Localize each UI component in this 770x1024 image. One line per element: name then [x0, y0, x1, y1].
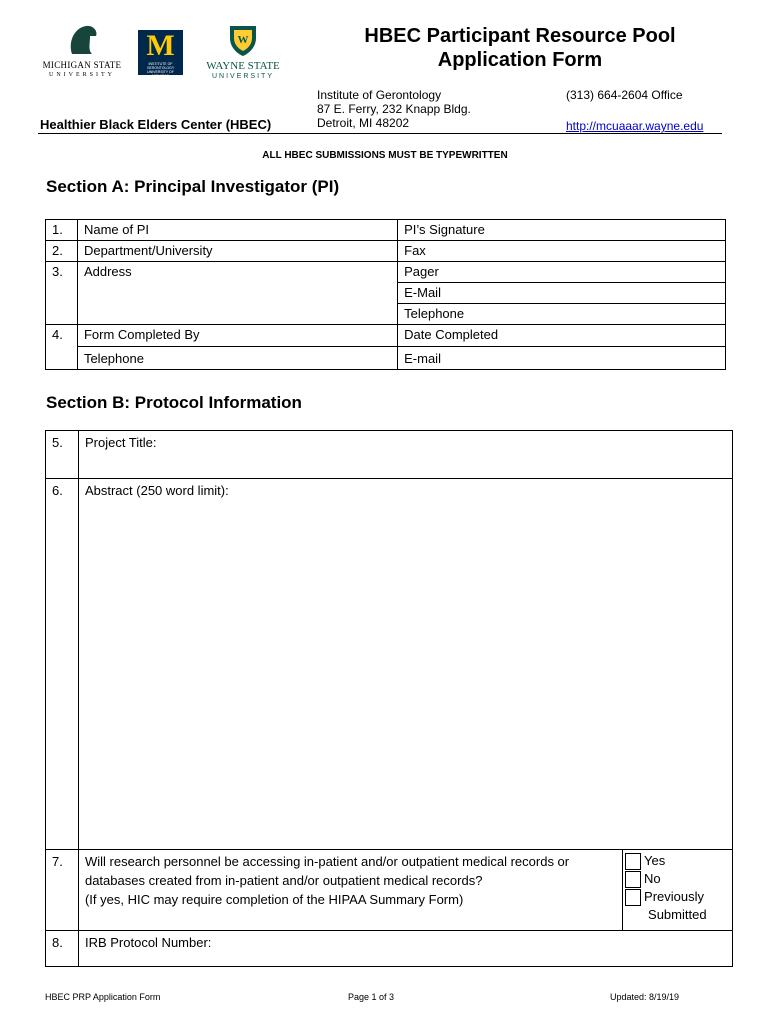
question-line-2: databases created from in-patient and/or outpatient medical records? — [84, 873, 483, 888]
checkbox-previously-submitted[interactable] — [625, 889, 641, 906]
section-b-heading: Section B: Protocol Information — [46, 393, 302, 412]
question-line-3: (If yes, HIC may require completion of the HIPAA Summary Form) — [84, 892, 464, 907]
completer-email-field[interactable]: E-mail — [398, 347, 726, 370]
msu-logo — [38, 22, 126, 82]
title-line-2: Application Form — [437, 49, 603, 71]
table-row — [46, 850, 733, 931]
fax-field[interactable]: Fax — [398, 241, 726, 262]
footer-form-name: HBEC PRP Application Form — [45, 992, 161, 1002]
option-no-label: No — [644, 871, 661, 887]
address-line-2: 87 E. Ferry, 232 Knapp Bldg. — [317, 102, 471, 116]
table-row — [46, 262, 726, 283]
option-yes[interactable] — [625, 852, 730, 870]
org-name: Healthier Black Elders Center (HBEC) — [40, 117, 272, 132]
pager-field[interactable]: Pager — [398, 262, 726, 283]
row-number: 6. — [46, 479, 79, 850]
telephone-field[interactable]: Telephone — [398, 304, 726, 325]
email-field[interactable]: E-Mail — [398, 283, 726, 304]
medical-records-question — [78, 850, 622, 931]
section-b-table — [45, 430, 733, 967]
spartan-helmet-icon — [38, 22, 126, 58]
date-completed-field[interactable]: Date Completed — [398, 325, 726, 347]
section-a-table — [45, 219, 726, 370]
table-row — [46, 431, 733, 479]
row-number: 3. — [46, 262, 78, 325]
website-link[interactable]: http://mcuaaar.wayne.edu — [566, 119, 704, 133]
checkbox-yes[interactable] — [625, 853, 641, 870]
abstract-field[interactable]: Abstract (250 word limit): — [78, 479, 732, 850]
footer-updated-date: Updated: 8/19/19 — [610, 992, 680, 1002]
option-previously-label: Previously — [644, 889, 704, 905]
msu-wordmark: MICHIGAN STATE — [42, 60, 122, 70]
row-number: 1. — [46, 220, 78, 241]
row-number: 7. — [46, 850, 79, 931]
footer-page-number: Page 1 of 3 — [348, 992, 395, 1002]
table-row — [46, 325, 726, 347]
row-number: 2. — [46, 241, 78, 262]
row-number: 8. — [46, 931, 79, 967]
address-line-3: Detroit, MI 48202 — [317, 116, 410, 130]
phone: (313) 664-2604 Office — [566, 88, 683, 102]
title-line-1: HBEC Participant Resource Pool — [364, 25, 676, 47]
um-logo — [138, 29, 183, 78]
department-field[interactable]: Department/University — [77, 241, 397, 262]
question-line-1: Will research personnel be accessing in-patient and/or outpatient medical records or — [84, 854, 570, 869]
form-title — [330, 24, 710, 72]
wsu-shield-icon — [198, 24, 288, 58]
project-title-field[interactable]: Project Title: — [78, 431, 732, 479]
msu-subtitle: UNIVERSITY — [49, 72, 115, 78]
table-row — [46, 347, 726, 370]
option-yes-label: Yes — [644, 853, 666, 868]
option-submitted-label: Submitted — [648, 907, 707, 923]
checkbox-no[interactable] — [625, 871, 641, 888]
option-previously-submitted[interactable] — [625, 888, 730, 906]
wsu-logo — [198, 24, 288, 82]
pi-name-field[interactable]: Name of PI — [77, 220, 397, 241]
wsu-subtitle: UNIVERSITY — [211, 73, 274, 80]
option-no[interactable] — [625, 870, 730, 888]
address-block — [317, 88, 471, 130]
table-row — [46, 241, 726, 262]
section-a-heading: Section A: Principal Investigator (PI) — [46, 177, 340, 196]
address-field[interactable]: Address — [77, 262, 397, 325]
um-block-m: M — [146, 29, 175, 62]
table-row — [46, 220, 726, 241]
wsu-wordmark: WAYNE STATE — [206, 60, 280, 72]
pi-signature-field[interactable]: PI’s Signature — [398, 220, 726, 241]
address-line-1: Institute of Gerontology — [317, 88, 442, 102]
row-number: 5. — [46, 431, 79, 479]
table-row — [46, 479, 733, 850]
completed-by-field[interactable]: Form Completed By — [77, 325, 397, 347]
completer-telephone-field[interactable]: Telephone — [77, 347, 397, 370]
um-caption: INSTITUTE OF GERONTOLOGY UNIVERSITY OF MICHIGAN — [146, 62, 175, 78]
header-divider — [38, 133, 722, 134]
row-number: 4. — [46, 325, 78, 370]
table-row — [46, 931, 733, 967]
typewritten-notice: ALL HBEC SUBMISSIONS MUST BE TYPEWRITTEN — [262, 150, 508, 161]
medical-records-options — [623, 850, 733, 931]
irb-protocol-field[interactable]: IRB Protocol Number: — [78, 931, 732, 967]
svg-text:W: W — [237, 34, 249, 46]
